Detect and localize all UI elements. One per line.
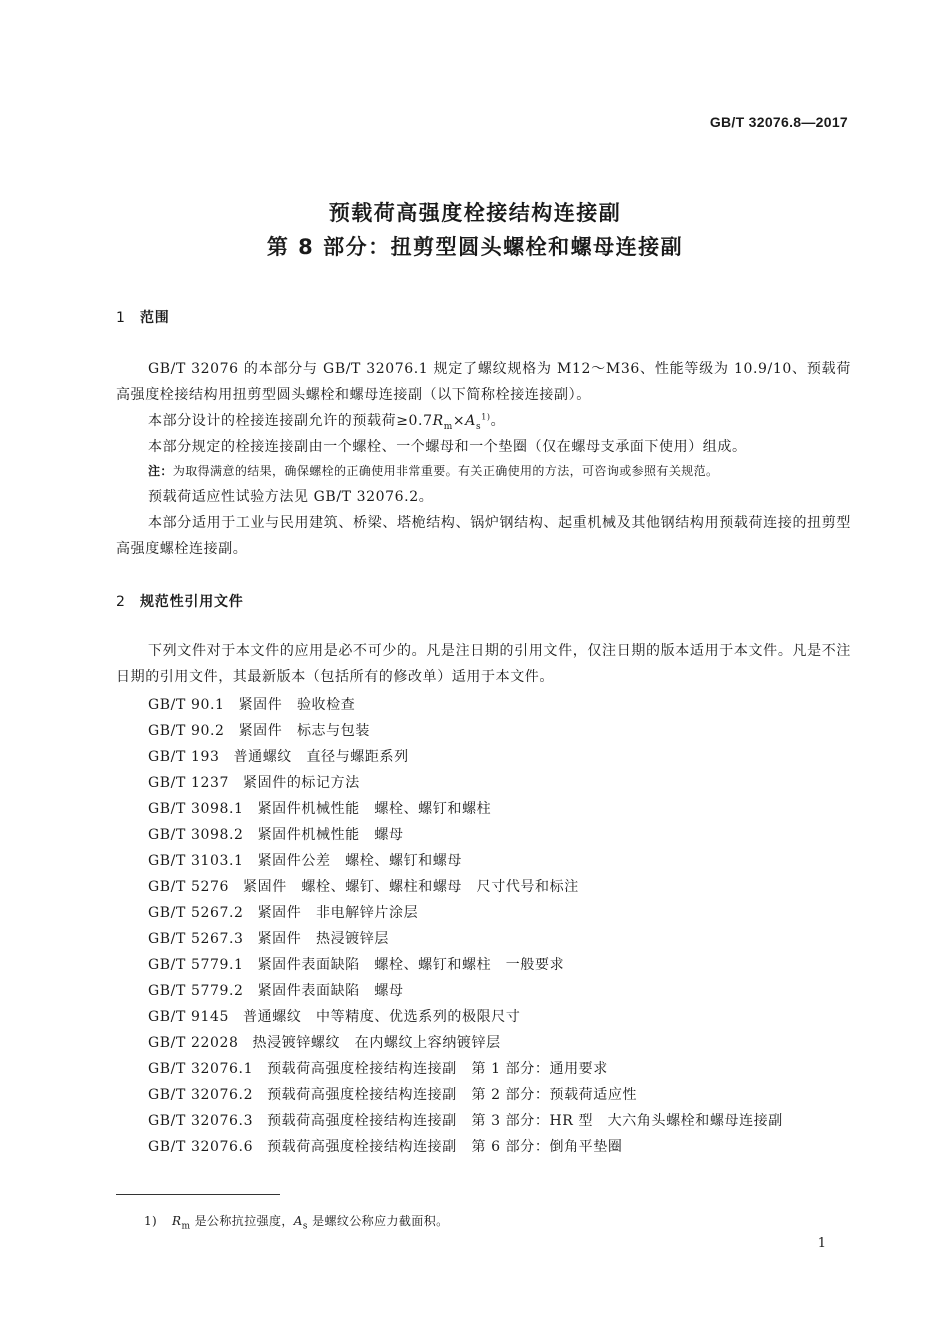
section-heading-normative-references bbox=[116, 591, 244, 611]
footnote-text: 是公称抗拉强度， bbox=[190, 1214, 294, 1228]
reference-code: GB/T 32076.3 bbox=[148, 1113, 254, 1129]
references-intro: 下列文件对于本文件的应用是必不可少的。凡是注日期的引用文件，仅注日期的版本适用于本文件。凡是不注日期的引用文件，其最新版本（包括所有的修改单）适用于本文件。 bbox=[116, 643, 851, 685]
reference-title: 紧固件表面缺陷 螺母 bbox=[257, 983, 404, 999]
reference-title: 普通螺纹 直径与螺距系列 bbox=[233, 749, 409, 765]
footnote-subscript-m: m bbox=[181, 1221, 191, 1232]
reference-title: 普通螺纹 中等精度、优选系列的极限尺寸 bbox=[243, 1009, 521, 1025]
reference-title: 紧固件 热浸镀锌层 bbox=[257, 931, 389, 947]
reference-code: GB/T 32076.2 bbox=[148, 1087, 254, 1103]
reference-code: GB/T 3098.1 bbox=[148, 801, 244, 817]
reference-code: GB/T 32076.6 bbox=[148, 1139, 254, 1155]
reference-title: 紧固件 标志与包装 bbox=[238, 723, 370, 739]
scope-note bbox=[148, 462, 848, 479]
period: 。 bbox=[490, 413, 506, 429]
note-text: 为取得满意的结果，确保螺栓的正确使用非常重要。有关正确使用的方法，可咨询或参照有关规范。 bbox=[172, 464, 719, 478]
reference-item bbox=[148, 954, 564, 974]
reference-title: 紧固件表面缺陷 螺栓、螺钉和螺柱 一般要求 bbox=[257, 957, 565, 973]
scope-paragraph-5: 本部分适用于工业与民用建筑、桥梁、塔桅结构、锅炉钢结构、起重机械及其他钢结构用预载荷连接的扭剪型高强度螺栓连接副。 bbox=[116, 515, 851, 557]
section-heading-scope bbox=[116, 307, 170, 327]
document-title-line1: 预载荷高强度栓接结构连接副 bbox=[328, 201, 622, 225]
reference-title: 预载荷高强度栓接结构连接副 第 2 部分：预载荷适应性 bbox=[267, 1087, 638, 1103]
reference-code: GB/T 5267.2 bbox=[148, 905, 244, 921]
scope-paragraph-3: 本部分规定的栓接连接副由一个螺栓、一个螺母和一个垫圈（仅在螺母支承面下使用）组成。 bbox=[148, 439, 747, 455]
reference-title: 预载荷高强度栓接结构连接副 第 1 部分：通用要求 bbox=[267, 1061, 608, 1077]
reference-item bbox=[148, 746, 409, 766]
footnote-subscript-s: s bbox=[302, 1221, 308, 1232]
scope-paragraph-2 bbox=[116, 408, 851, 434]
reference-code: GB/T 5779.1 bbox=[148, 957, 244, 973]
footnote-divider bbox=[116, 1194, 280, 1195]
scope-paragraph-4: 预载荷适应性试验方法见 GB/T 32076.2。 bbox=[148, 489, 434, 505]
reference-item bbox=[148, 1084, 637, 1104]
reference-item bbox=[148, 1110, 783, 1130]
reference-item bbox=[148, 694, 355, 714]
footnote bbox=[144, 1212, 449, 1232]
reference-item bbox=[148, 1136, 622, 1156]
reference-item bbox=[148, 772, 360, 792]
scope-paragraph-1: GB/T 32076 的本部分与 GB/T 32076.1 规定了螺纹规格为 M12～M36、性能等级为 10.9/10、预载荷高强度栓接结构用扭剪型圆头螺栓和螺母连接副（以下简称栓接连接副）。 bbox=[116, 361, 851, 403]
reference-code: GB/T 5779.2 bbox=[148, 983, 244, 999]
reference-code: GB/T 22028 bbox=[148, 1035, 239, 1051]
reference-code: GB/T 1237 bbox=[148, 775, 230, 791]
reference-item bbox=[148, 1006, 520, 1026]
section-number: 2 bbox=[116, 594, 126, 610]
reference-item bbox=[148, 824, 404, 844]
subscript-m: m bbox=[443, 421, 453, 432]
reference-code: GB/T 9145 bbox=[148, 1009, 230, 1025]
document-title-line2: 第 8 部分：扭剪型圆头螺栓和螺母连接副 bbox=[266, 235, 684, 259]
footnote-symbol-a: A bbox=[293, 1214, 303, 1228]
reference-code: GB/T 90.1 bbox=[148, 697, 225, 713]
subscript-s: s bbox=[475, 421, 482, 432]
section-title: 规范性引用文件 bbox=[140, 594, 244, 610]
symbol-a: A bbox=[465, 413, 476, 429]
reference-title: 预载荷高强度栓接结构连接副 第 6 部分：倒角平垫圈 bbox=[267, 1139, 623, 1155]
reference-item bbox=[148, 1058, 608, 1078]
reference-title: 紧固件 非电解锌片涂层 bbox=[257, 905, 419, 921]
reference-code: GB/T 32076.1 bbox=[148, 1061, 254, 1077]
reference-item bbox=[148, 876, 579, 896]
reference-code: GB/T 3098.2 bbox=[148, 827, 244, 843]
footnote-ref: 1) bbox=[481, 412, 491, 422]
reference-item bbox=[148, 798, 491, 818]
reference-item bbox=[148, 928, 389, 948]
section-title: 范围 bbox=[140, 310, 170, 326]
reference-item bbox=[148, 720, 370, 740]
section-number: 1 bbox=[116, 310, 126, 326]
reference-item bbox=[148, 850, 462, 870]
reference-title: 紧固件机械性能 螺栓、螺钉和螺柱 bbox=[257, 801, 492, 817]
note-label: 注： bbox=[148, 464, 173, 478]
reference-title: 紧固件公差 螺栓、螺钉和螺母 bbox=[257, 853, 462, 869]
reference-code: GB/T 5267.3 bbox=[148, 931, 244, 947]
symbol-r: R bbox=[432, 413, 444, 429]
footnote-mark: 1) bbox=[144, 1214, 158, 1228]
reference-title: 热浸镀锌螺纹 在内螺纹上容纳镀锌层 bbox=[252, 1035, 501, 1051]
footnote-text-end: 是螺纹公称应力截面积。 bbox=[307, 1214, 449, 1228]
reference-code: GB/T 193 bbox=[148, 749, 220, 765]
reference-title: 紧固件机械性能 螺母 bbox=[257, 827, 404, 843]
reference-title: 预载荷高强度栓接结构连接副 第 3 部分：HR 型 大六角头螺栓和螺母连接副 bbox=[267, 1113, 783, 1129]
reference-item bbox=[148, 902, 418, 922]
reference-code: GB/T 90.2 bbox=[148, 723, 225, 739]
times-sign: × bbox=[452, 413, 466, 429]
preload-text: 本部分设计的栓接连接副允许的预载荷≥0.7 bbox=[148, 413, 433, 429]
reference-title: 紧固件 螺栓、螺钉、螺柱和螺母 尺寸代号和标注 bbox=[243, 879, 579, 895]
reference-code: GB/T 3103.1 bbox=[148, 853, 244, 869]
page-number: 1 bbox=[817, 1236, 826, 1251]
footnote-symbol-r: R bbox=[172, 1214, 182, 1228]
reference-item bbox=[148, 980, 404, 1000]
reference-title: 紧固件的标记方法 bbox=[243, 775, 360, 791]
reference-code: GB/T 5276 bbox=[148, 879, 230, 895]
reference-item bbox=[148, 1032, 501, 1052]
reference-title: 紧固件 验收检查 bbox=[238, 697, 356, 713]
standard-number: GB/T 32076.8—2017 bbox=[709, 114, 848, 130]
